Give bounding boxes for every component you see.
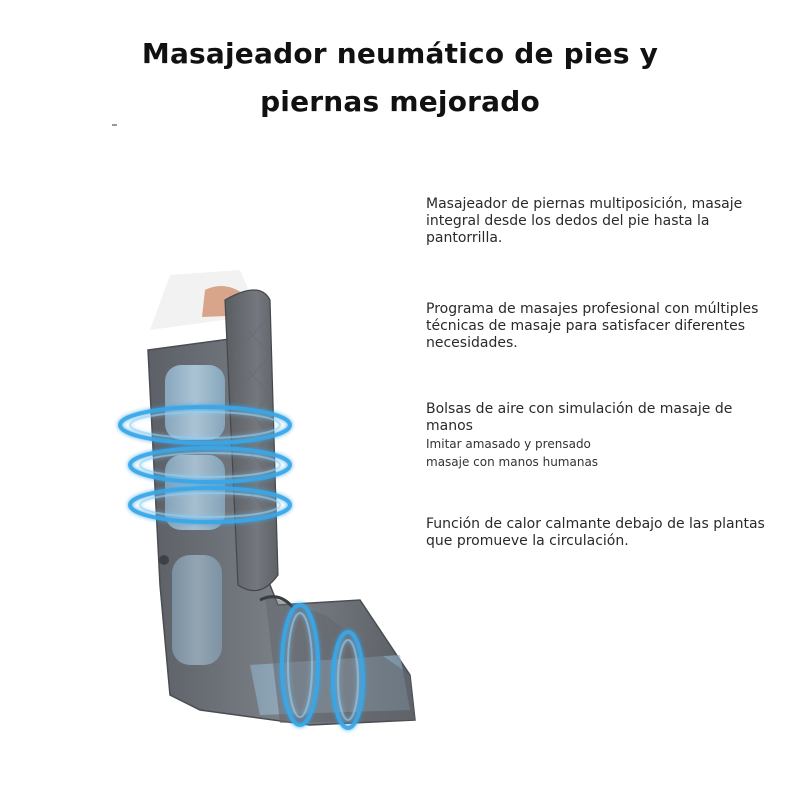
feature-program bbox=[426, 301, 766, 352]
title-line-1: Masajeador neumático de pies y bbox=[141, 37, 659, 70]
control-button bbox=[159, 555, 169, 565]
airbag-panel-lower bbox=[172, 555, 222, 665]
feature-text: Masajeador de piernas multiposición, masaje integral desde los dedos del pie hasta la pantorrilla. bbox=[426, 196, 743, 246]
feature-text: Función de calor calmante debajo de las plantas que promueve la circulación. bbox=[426, 516, 765, 549]
airbag-panel-upper bbox=[165, 365, 225, 440]
feature-text: Programa de masajes profesional con múltiples técnicas de masaje para satisfacer diferentes necesidades. bbox=[426, 301, 759, 351]
page-title bbox=[0, 30, 800, 126]
feature-text: Bolsas de aire con simulación de masaje de manos bbox=[426, 401, 733, 434]
decorative-speck bbox=[112, 124, 117, 126]
feature-multiposition bbox=[426, 196, 766, 247]
feature-heat bbox=[426, 516, 766, 550]
feature-subtext: Imitar amasado y prensado bbox=[426, 437, 591, 451]
feature-subtext: masaje con manos humanas bbox=[426, 455, 599, 469]
leg-massager-image bbox=[110, 255, 440, 755]
title-line-2: piernas mejorado bbox=[260, 85, 540, 118]
feature-airbags bbox=[426, 401, 766, 471]
